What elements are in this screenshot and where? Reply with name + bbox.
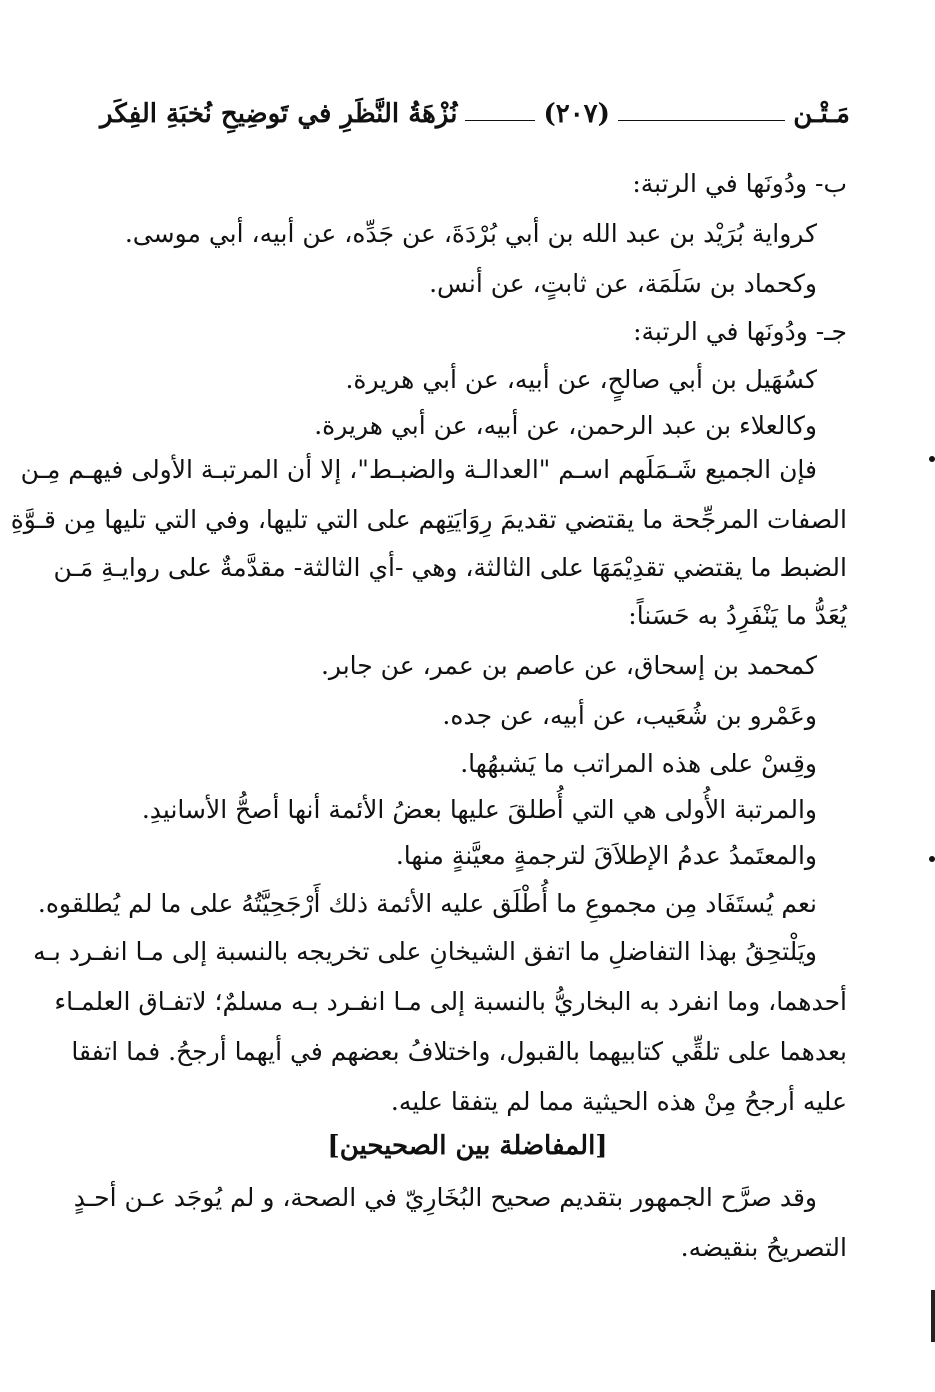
chain-line: وكحماد بن سَلَمَة، عن ثابتٍ، عن أنس.: [429, 269, 817, 298]
paragraph-line: والمعتَمدُ عدمُ الإطلاَقَ لترجمةٍ معيَّنةٍ منها.: [395, 841, 817, 870]
header-section-label: مَـتْـن: [793, 99, 850, 129]
chain-line: وكالعلاء بن عبد الرحمن، عن أبيه، عن أبي هريرة.: [314, 411, 817, 440]
chain-line: كرواية بُرَيْد بن عبد الله بن أبي بُرْدَةَ، عن جَدِّه، عن أبيه، أبي موسى.: [124, 219, 817, 248]
paragraph-line: التصريحُ بنقيضه.: [680, 1233, 847, 1262]
chain-line: كمحمد بن إسحاق، عن عاصم بن عمر، عن جابر.: [320, 651, 817, 680]
page-edge-mark: [931, 1290, 935, 1342]
chain-line: كسُهَيل بن أبي صالحٍ، عن أبيه، عن أبي هريرة.: [345, 365, 817, 394]
paragraph-line: بعدهما على تلقِّي كتابيهما بالقبول، واختلافُ بعضهم في أيهما أرجحُ. فما اتفقا: [71, 1037, 847, 1066]
paragraph-line: الصفات المرجِّحة ما يقتضي تقديمَ رِوَايَتِهم على التي تليها، وفي التي تليها مِن قـوَّةِ: [10, 505, 847, 534]
paragraph-line: نعم يُستَفَاد مِن مجموعِ ما أُطْلَق عليه الأئمة ذلك أَرْجَحِيَّتُهُ على ما لم يُطلقوه.: [37, 889, 817, 918]
header-rule-short: [465, 120, 535, 121]
paragraph-line: عليه أرجحُ مِنْ هذه الحيثية مما لم يتفقا عليه.: [390, 1087, 847, 1116]
paragraph-line: فإن الجميع شَـمَلَهم اسـم "العدالـة والضبـط"، إلا أن المرتبـة الأولى فيهـم مِـن: [20, 455, 817, 484]
paragraph-line: ويَلْتحِقُ بهذا التفاضلِ ما اتفق الشيخانِ على تخريجه بالنسبة إلى مـا انفـرد بـه: [33, 937, 817, 966]
paragraph-line: يُعَدُّ ما يَنْفَرِدُ به حَسَناً:: [628, 601, 847, 630]
paragraph-line: الضبط ما يقتضي تقدِيْمَهَا على الثالثة، وهي -أي الثالثة- مقدَّمةٌ على روايـةِ مَـن: [53, 553, 847, 582]
section-heading: [المفاضلة بين الصحيحين]: [327, 1131, 608, 1161]
paragraph-line: وقد صرَّح الجمهور بتقديم صحيح البُخَارِيّ في الصحة، و لم يُوجَد عـن أحـدٍ: [73, 1183, 817, 1212]
header-book-title: نُزْهَةُ النَّظَرِ في تَوضِيحِ نُخبَةِ الفِكَر: [100, 99, 458, 129]
chain-line: وعَمْرو بن شُعَيب، عن أبيه، عن جده.: [442, 701, 817, 730]
paragraph-line: وقِسْ على هذه المراتب ما يَشبهُها.: [460, 749, 817, 778]
subheading-j: جـ- ودُونَها في الرتبة:: [633, 317, 847, 346]
running-header: [100, 92, 850, 136]
paragraph-line: والمرتبة الأُولى هي التي أُطلقَ عليها بعضُ الأئمة أنها أصحُّ الأسانيدِ.: [141, 795, 817, 824]
margin-dot: [929, 856, 935, 862]
header-rule: [618, 120, 785, 121]
header-page-number: (٢٠٧): [543, 99, 610, 129]
paragraph-line: أحدهما، وما انفرد به البخاريُّ بالنسبة إلى مـا انفـرد بـه مسلمٌ؛ لاتفـاق العلمـاء: [54, 987, 847, 1016]
margin-dot: [929, 456, 935, 462]
subheading-b: ب- ودُونَها في الرتبة:: [632, 169, 847, 198]
